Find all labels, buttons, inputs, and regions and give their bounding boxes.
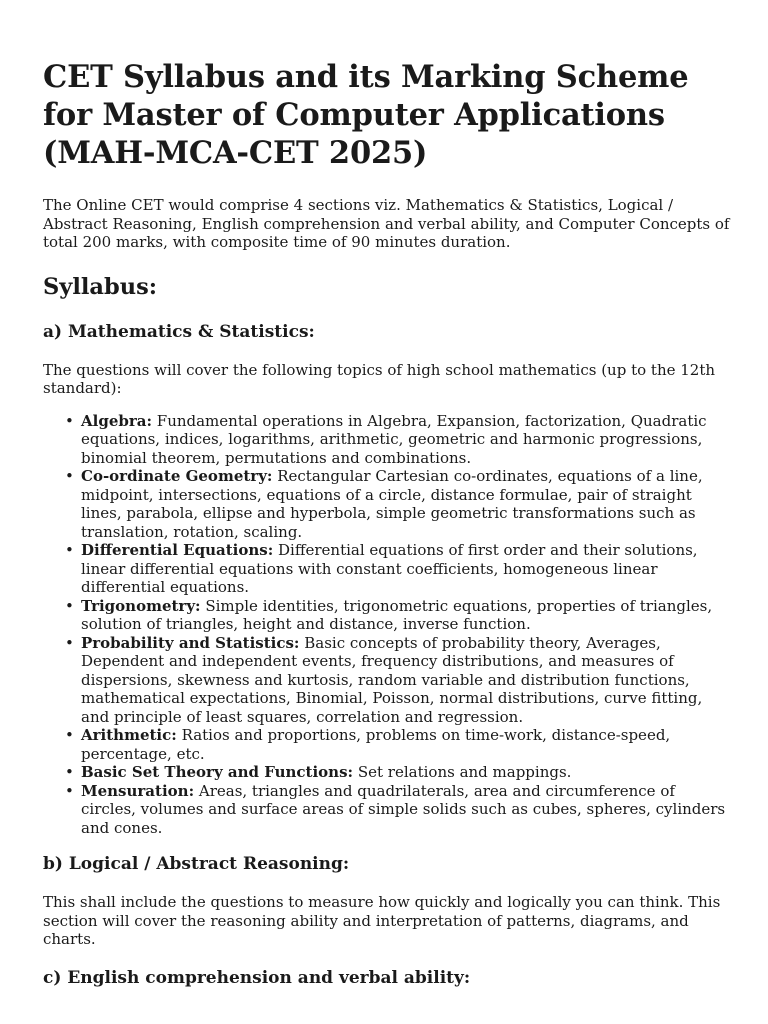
topic-desc: Rectangular Cartesian co-ordinates, equations of a line, midpoint, intersections, equations of a circle, distance formulae, pair of straight lines, parabola, ellipse and hyperbola, simple geometric transformations such as translation, rotation, scaling. [81,467,703,541]
bullet-icon: • [65,596,74,615]
reasoning-section-heading: b) Logical / Abstract Reasoning: [43,854,350,874]
intro-paragraph: The Online CET would comprise 4 sections viz. Mathematics & Statistics, Logical / Abstract Reasoning, English comprehension and verbal ability, and Computer Concepts of total 200 marks, with composite time of 90 minutes duration. [43,196,730,251]
topic-desc: Differential equations of first order and their solutions, linear differential equations with constant coefficients, homogeneous linear differential equations. [81,541,698,596]
syllabus-heading: Syllabus: [43,273,158,300]
bullet-icon: • [65,633,74,652]
math-lead-paragraph: The questions will cover the following topics of high school mathematics (up to the 12th standard): [43,360,716,397]
math-section-heading: a) Mathematics & Statistics: [43,321,315,342]
topic-desc: Areas, triangles and quadrilaterals, area and circumference of circles, volumes and surface areas of simple solids such as cubes, spheres, cylinders and cones. [81,781,726,837]
topic-desc: Basic concepts of probability theory, Averages, Dependent and independent events, frequency distributions, and measures of dispersions, skewness and kurtosis, random variable and distribution functions, mathematical expectations, Binomial, Poisson, normal distributions, curve fitting, and principle of least squares, correlation and regression. [81,633,703,726]
topic-term: Differential Equations: [81,541,274,559]
list-item-differential-equations [65,541,730,597]
bullet-icon: • [65,781,74,800]
list-item-probability-statistics [65,633,730,727]
list-item-mensuration [65,781,730,838]
topic-term: Trigonometry: [81,596,201,615]
topic-desc: Set relations and mappings. [353,763,572,781]
list-item-trigonometry [65,596,730,634]
bullet-icon: • [65,726,74,744]
page-title: CET Syllabus and its Marking Scheme for Master of Computer Applications (MAH-MCA-CET 2025) [43,59,689,171]
bullet-icon: • [65,411,74,430]
topic-term: Mensuration: [81,781,195,800]
list-item-coordinate-geometry [65,467,730,541]
reasoning-paragraph: This shall include the questions to measure how quickly and logically you can think. This section will cover the reasoning ability and interpretation of patterns, diagrams, and charts. [43,893,721,948]
bullet-icon: • [65,467,74,485]
list-item-set-theory [65,763,730,782]
bullet-icon: • [65,763,74,781]
topic-term: Probability and Statistics: [81,633,300,652]
list-item-arithmetic [65,726,730,763]
topic-desc: Fundamental operations in Algebra, Expansion, factorization, Quadratic equations, indices, logarithms, arithmetic, geometric and harmonic progressions, binomial theorem, permutations and combinations. [81,411,707,467]
topic-term: Co-ordinate Geometry: [81,467,273,485]
topic-term: Algebra: [81,411,153,430]
list-item-algebra [65,411,730,468]
topic-desc: Simple identities, trigonometric equations, properties of triangles, solution of triangles, height and distance, inverse function. [81,596,713,633]
english-section-heading: c) English comprehension and verbal ability: [43,967,471,988]
topic-term: Basic Set Theory and Functions: [81,763,354,781]
topic-desc: Ratios and proportions, problems on time-work, distance-speed, percentage, etc. [81,726,671,763]
math-topics-list [43,412,730,838]
topic-term: Arithmetic: [81,726,177,744]
bullet-icon: • [65,541,74,559]
